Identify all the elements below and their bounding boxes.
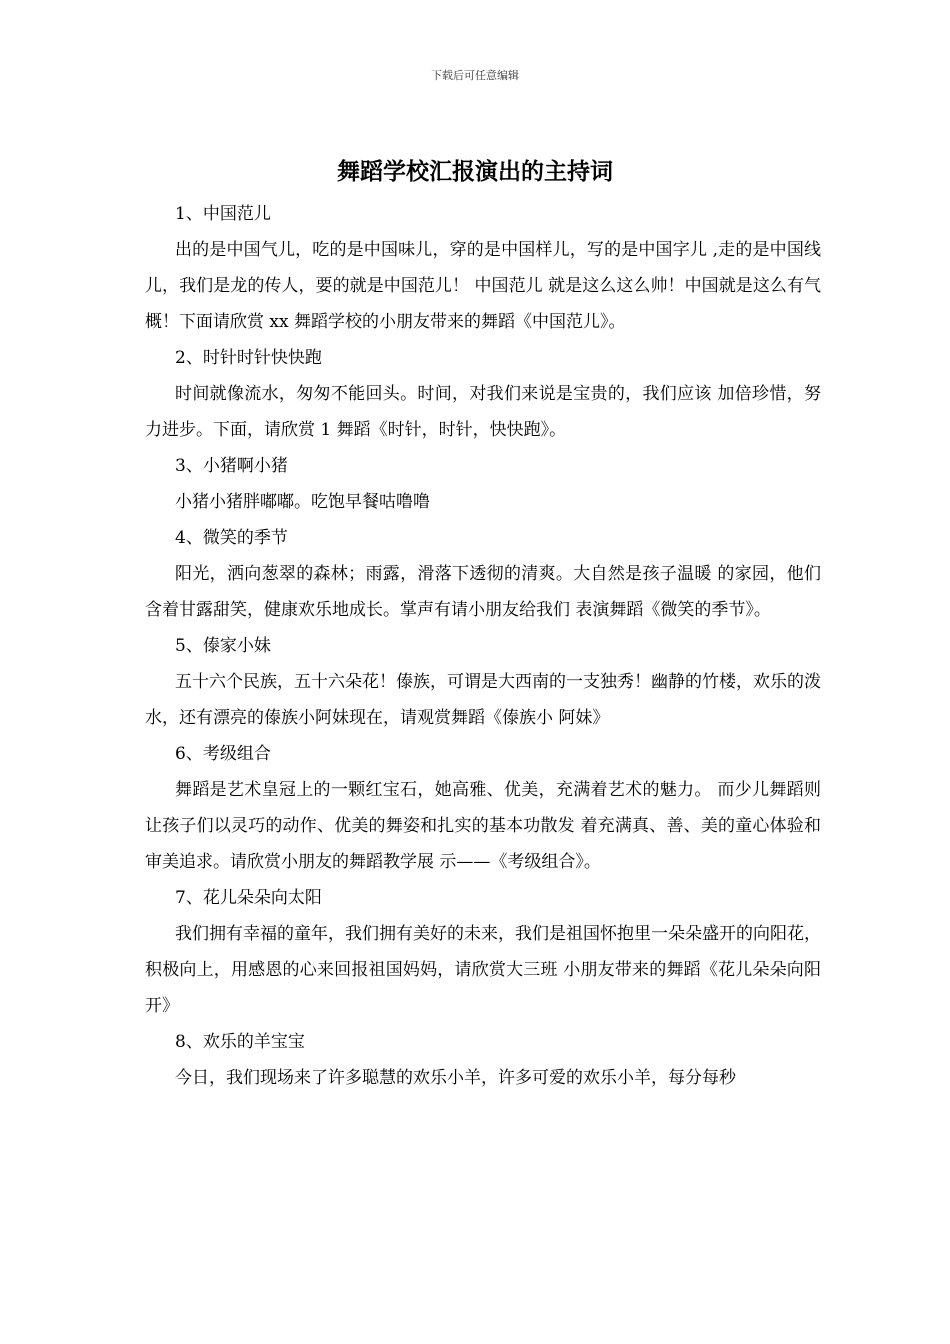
section-text-2: 时间就像流水，匆匆不能回头。时间，对我们来说是宝贵的，我们应该 加倍珍惜，努力进步。下面，请欣赏 1 舞蹈《时针，时针，快快跑》。	[145, 384, 821, 440]
section-heading-8: 8、欢乐的羊宝宝	[175, 1032, 305, 1052]
section-heading-1: 1、中国范儿	[175, 204, 271, 224]
section-heading-5: 5、傣家小妹	[175, 636, 271, 656]
section-text-3: 小猪小猪胖嘟嘟。吃饱早餐咕噜噜	[175, 492, 430, 512]
page-header-note: 下载后可任意编辑	[431, 69, 519, 82]
section-heading-4: 4、微笑的季节	[175, 528, 288, 548]
section-heading-3: 3、小猪啊小猪	[175, 456, 288, 476]
section-text-5: 五十六个民族，五十六朵花！傣族，可谓是大西南的一支独秀！幽静的竹楼，欢乐的泼水，还有漂亮的傣族小阿妹现在，请观赏舞蹈《傣族小 阿妹》	[145, 672, 821, 728]
document-title: 舞蹈学校汇报演出的主持词	[337, 159, 613, 185]
document-body	[145, 196, 821, 1096]
section-text-1: 出的是中国气儿，吃的是中国味儿，穿的是中国样儿，写的是中国字儿 ,走的是中国线儿，我们是龙的传人，要的就是中国范儿！ 中国范儿 就是这么这么帅！中国就是这么有气概！下面请欣赏 xx 舞蹈学校的小朋友带来的舞蹈《中国范儿》。	[145, 240, 821, 332]
section-text-7: 我们拥有幸福的童年，我们拥有美好的未来，我们是祖国怀抱里一朵朵盛开的向阳花，积极向上，用感恩的心来回报祖国妈妈，请欣赏大三班 小朋友带来的舞蹈《花儿朵朵向阳开》	[145, 924, 821, 1016]
section-text-4: 阳光，洒向葱翠的森林；雨露，滑落下透彻的清爽。大自然是孩子温暖 的家园，他们含着甘露甜笑，健康欢乐地成长。掌声有请小朋友给我们 表演舞蹈《微笑的季节》。	[145, 564, 821, 620]
section-text-6: 舞蹈是艺术皇冠上的一颗红宝石，她高雅、优美，充满着艺术的魅力。 而少儿舞蹈则让孩子们以灵巧的动作、优美的舞姿和扎实的基本功散发 着充满真、善、美的童心体验和审美追求。请欣赏小朋友的舞蹈教学展 示——《考级组合》。	[145, 780, 821, 872]
section-heading-7: 7、花儿朵朵向太阳	[175, 888, 322, 908]
section-heading-2: 2、时针时针快快跑	[175, 348, 322, 368]
section-heading-6: 6、考级组合	[175, 744, 271, 764]
section-text-8: 今日，我们现场来了许多聪慧的欢乐小羊，许多可爱的欢乐小羊，每分每秒	[175, 1068, 736, 1088]
